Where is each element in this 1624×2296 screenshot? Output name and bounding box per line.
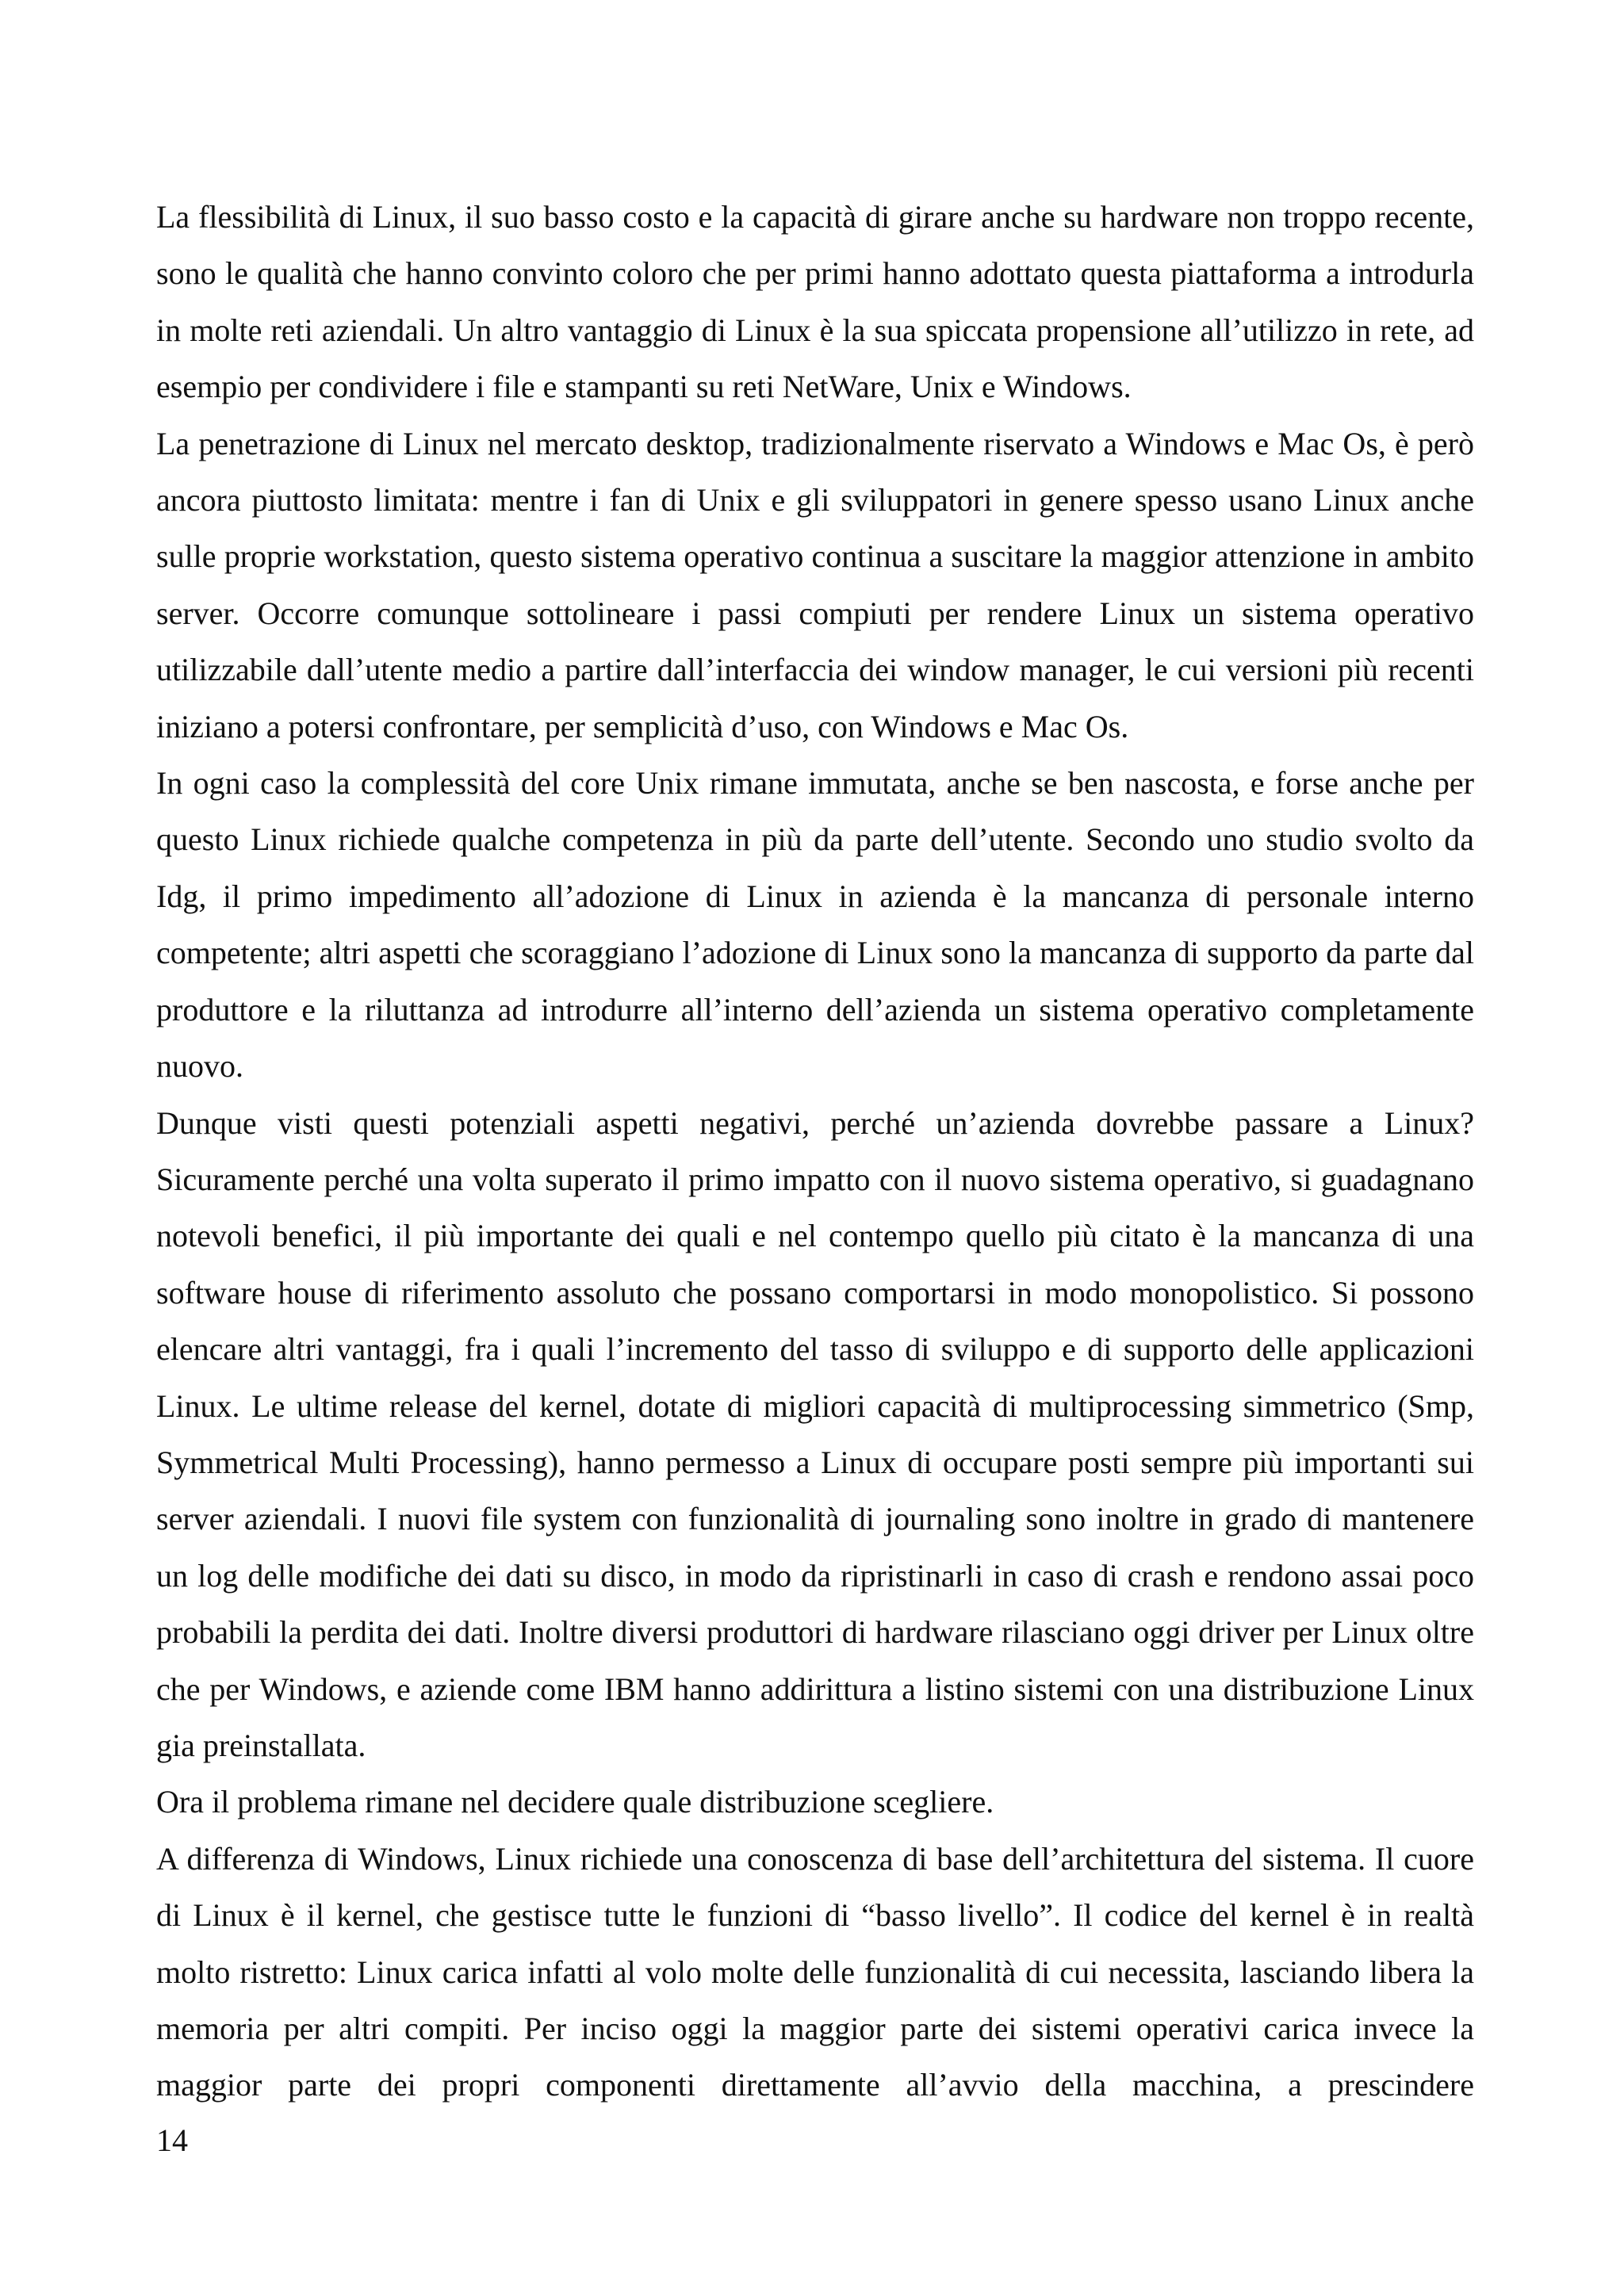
page-number: 14 [156, 2122, 188, 2158]
paragraph-3: In ogni caso la complessità del core Unix rimane immutata, anche se ben nascosta, e forse anche per questo Linux richiede qualche competenza in più da parte dell’utente. Secondo uno studio svolto da Idg, il primo impedimento all’adozione di Linux in azienda è la mancanza di personale interno competente; altri aspetti che scoraggiano l’adozione di Linux sono la mancanza di supporto da parte dal produttore e la riluttanza ad introdurre all’interno dell’azienda un sistema operativo completamente nuovo. [156, 765, 1474, 1085]
paragraph-5: Ora il problema rimane nel decidere quale distribuzione scegliere. [156, 1784, 994, 1820]
paragraph-4: Dunque visti questi potenziali aspetti negativi, perché un’azienda dovrebbe passare a Linux? Sicuramente perché una volta superato il primo impatto con il nuovo sistema operativo, si guadagnano notevoli benefici, il più importante dei quali e nel contempo quello più citato è la mancanza di una software house di riferimento assoluto che possano comportarsi in modo monopolistico. Si possono elencare altri vantaggi, fra i quali l’incremento del tasso di sviluppo e di supporto delle applicazioni Linux. Le ultime release del kernel, dotate di migliori capacità di multiprocessing simmetrico (Smp, Symmetrical Multi Processing), hanno permesso a Linux di occupare posti sempre più importanti sui server aziendali. I nuovi file system con funzionalità di journaling sono inoltre in grado di mantenere un log delle modifiche dei dati su disco, in modo da ripristinarli in caso di crash e rendono assai poco probabili la perdita dei dati. Inoltre diversi produttori di hardware rilasciano oggi driver per Linux oltre che per Windows, e aziende come IBM hanno addirittura a listino sistemi con una distribuzione Linux gia preinstallata. [156, 1104, 1474, 1763]
body-text [156, 189, 1474, 2114]
paragraph-2: La penetrazione di Linux nel mercato desktop, tradizionalmente riservato a Windows e Mac Os, è però ancora piuttosto limitata: mentre i fan di Unix e gli sviluppatori in genere spesso usano Linux anche sulle proprie workstation, questo sistema operativo continua a suscitare la maggior attenzione in ambito server. Occorre comunque sottolineare i passi compiuti per rendere Linux un sistema operativo utilizzabile dall’utente medio a partire dall’interfaccia dei window manager, le cui versioni più recenti iniziano a potersi confrontare, per semplicità d’uso, con Windows e Mac Os. [156, 425, 1474, 744]
paragraph-6: A differenza di Windows, Linux richiede una conoscenza di base dell’architettura del sistema. Il cuore di Linux è il kernel, che gestisce tutte le funzioni di “basso livello”. Il codice del kernel è in realtà molto ristretto: Linux carica infatti al volo molte delle funzionalità di cui necessita, lasciando libera la memoria per altri compiti. Per inciso oggi la maggior parte dei sistemi operativi carica invece la maggior parte dei propri componenti direttamente all’avvio della macchina, a prescindere [156, 1840, 1474, 2103]
paragraph-1: La flessibilità di Linux, il suo basso costo e la capacità di girare anche su hardware non troppo recente, sono le qualità che hanno convinto coloro che per primi hanno adottato questa piattaforma a introdurla in molte reti aziendali. Un altro vantaggio di Linux è la sua spiccata propensione all’utilizzo in rete, ad esempio per condividere i file e stampanti su reti NetWare, Unix e Windows. [156, 199, 1474, 405]
